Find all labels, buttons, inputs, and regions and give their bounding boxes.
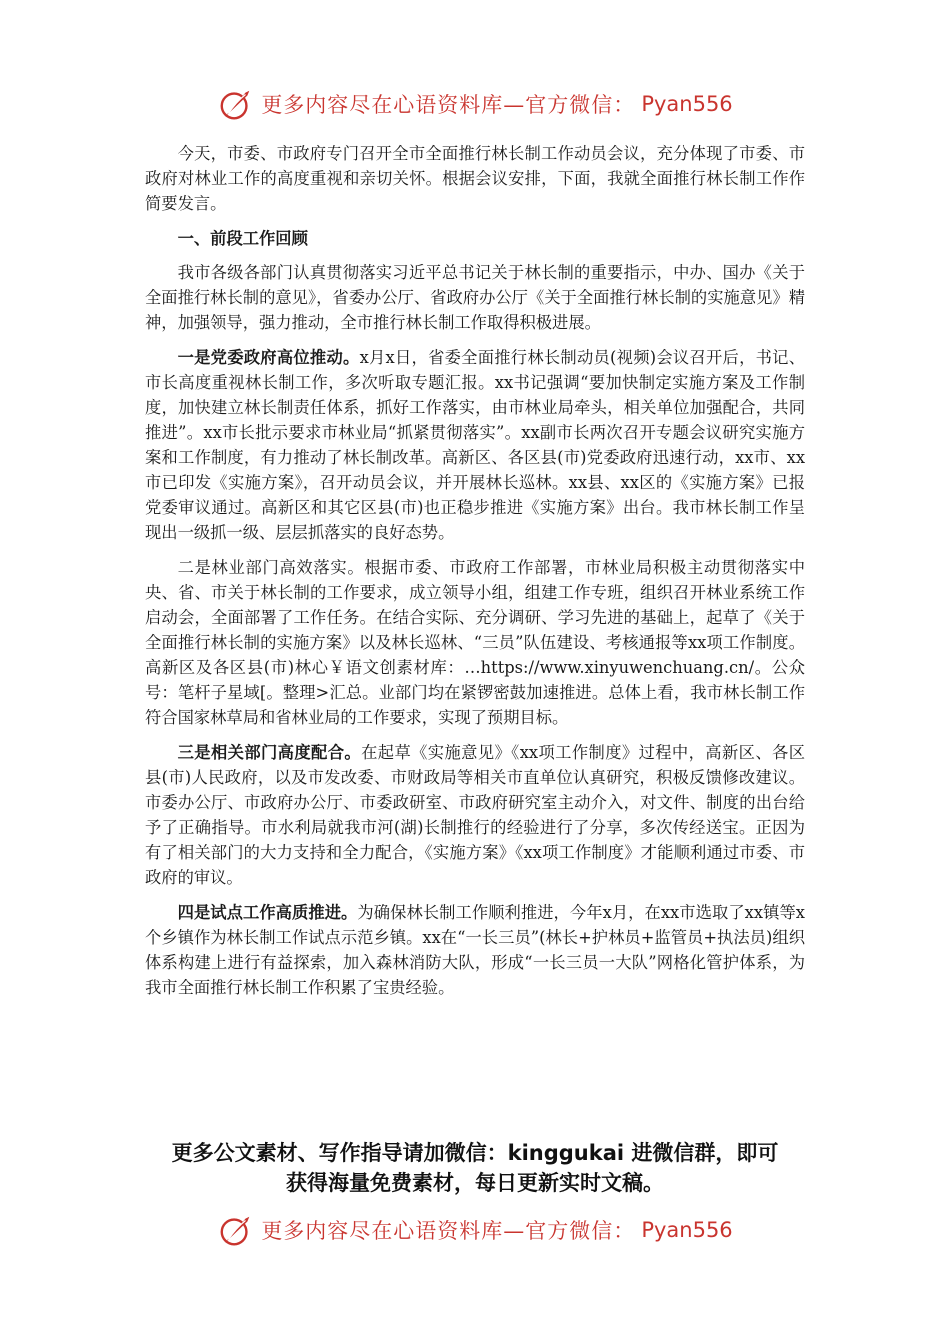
quill-pen-logo-icon (217, 85, 255, 123)
paragraph-intro: 今天，市委、市政府专门召开全市全面推行林长制工作动员会议，充分体现了市委、市政府对林业工作的高度重视和亲切关怀。根据会议安排，下面，我就全面推行林长制工作作简要发言。 (145, 144, 805, 213)
point-4-lead: 四是试点工作高质推进。 (177, 903, 358, 922)
promo-line-2: 获得海量免费素材，每日更新实时文稿。 (286, 1171, 664, 1195)
paragraph-point-4: 四是试点工作高质推进。为确保林长制工作顺利推进，今年x月，在xx市选取了xx镇等x个乡镇作为林长制工作试点示范乡镇。xx在“一长三员”(林长+护林员+监管员+执法员)组织体系构建上进行有益探索，加入森林消防大队，形成“一长三员一大队”网格化管护体系，为我市全面推行林长制工作积累了宝贵经验。 (145, 903, 805, 997)
promo-notice (140, 1138, 810, 1198)
quill-pen-logo-icon (217, 1211, 255, 1249)
promo-line-1: 更多公文素材、写作指导请加微信：kinggukai 进微信群，即可 (171, 1141, 779, 1165)
paragraph-overview: 我市各级各部门认真贯彻落实习近平总书记关于林长制的重要指示，中办、国办《关于全面推行林长制的意见》，省委办公厅、省政府办公厅《关于全面推行林长制的实施意见》精神，加强领导，强力推动，全市推行林长制工作取得积极进展。 (145, 263, 805, 332)
banner-text: 更多内容尽在心语资料库—官方微信： (261, 93, 636, 117)
point-1-lead: 一是党委政府高位推动。 (177, 348, 360, 367)
paragraph-point-2: 二是林业部门高效落实。根据市委、市政府工作部署，市林业局积极主动贯彻落实中央、省、市关于林长制的工作要求，成立领导小组，组建工作专班，组织召开林业系统工作启动会，全面部署了工作任务。在结合实际、充分调研、学习先进的基础上，起草了《关于全面推行林长制的实施方案》以及林长巡林、“三员”队伍建设、考核通报等xx项工作制度。高新区及各区县(市)林心￥语文创素材库：…https://www.xinyuwenchuang.cn/。公众号：笔杆子星域[。整理>汇总。业部门均在紧锣密鼓加速推进。总体上看，我市林长制工作符合国家林草局和省林业局的工作要求，实现了预期目标。 (145, 558, 805, 727)
banner-text: 更多内容尽在心语资料库—官方微信： (261, 1219, 636, 1243)
point-3-lead: 三是相关部门高度配合。 (177, 743, 362, 762)
section-heading: 一、前段工作回顾 (177, 229, 308, 248)
paragraph-point-3: 三是相关部门高度配合。在起草《实施意见》《xx项工作制度》过程中，高新区、各区县(市)人民政府，以及市发改委、市财政局等相关市直单位认真研究，积极反馈修改建议。市委办公厅、市政府办公厅、市委政研室、市政府研究室主动介入，对文件、制度的出台给予了正确指导。市水利局就我市河(湖)长制推行的经验进行了分享，多次传经送宝。正因为有了相关部门的大力支持和全力配合，《实施方案》《xx项工作制度》才能顺利通过市委、市政府的审议。 (145, 743, 805, 887)
banner-wechat-id: Pyan556 (641, 92, 733, 116)
paragraph-point-1: 一是党委政府高位推动。x月x日，省委全面推行林长制动员(视频)会议召开后，书记、市长高度重视林长制工作，多次听取专题汇报。xx书记强调“要加快制定实施方案及工作制度，加快建立林长制责任体系，抓好工作落实，由市林业局牵头，相关单位加强配合，共同推进”。xx市长批示要求市林业局“抓紧贯彻落实”。xx副市长两次召开专题会议研究实施方案和工作制度，有力推动了林长制改革。高新区、各区县(市)党委政府迅速行动，xx市、xx市已印发《实施方案》，召开动员会议，并开展林长巡林。xx县、xx区的《实施方案》已报党委审议通过。高新区和其它区县(市)也正稳步推进《实施方案》出台。我市林长制工作呈现出一级抓一级、层层抓落实的良好态势。 (145, 348, 805, 542)
footer-banner (0, 1210, 950, 1250)
header-banner (0, 84, 950, 124)
banner-wechat-id: Pyan556 (641, 1218, 733, 1242)
document-body (145, 141, 805, 1010)
